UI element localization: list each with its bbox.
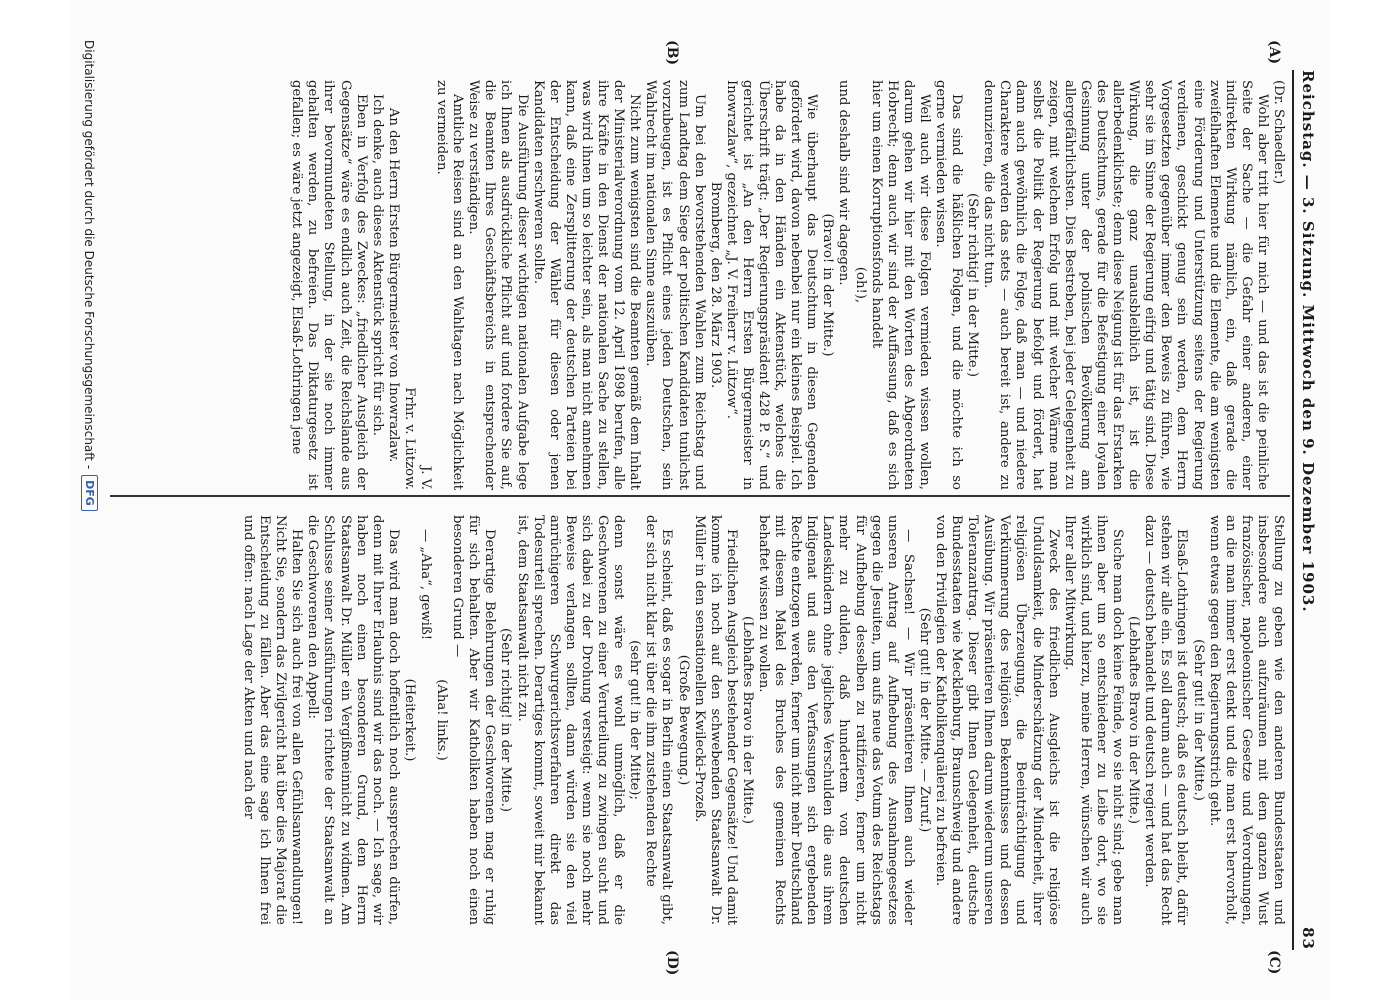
paragraph: (Sehr richtig! in der Mitte.) [498,628,514,812]
paragraph: (Sehr gut! in der Mitte. — Zuruf.) [916,607,932,833]
running-head: Reichstag. — 3. Sitzung. Mittwoch den 9. Dezember 1903. [1299,70,1317,613]
paragraph: Elsaß-Lothringen ist deutsch; daß es deutsch bleibt, dafür stehen wir alle ein. Es soll darum auch — und hat das Recht dazu — deutsch behandelt und deutsch regiert werden. [1142,515,1190,925]
paragraph: (oh!), [852,266,868,304]
margin-mark-d: (D) [664,950,680,976]
paragraph: Nicht zum wenigsten sind die Beamten gemäß dem Inhalt der Ministerialverordnung vom 12. April 1898 berufen, alle ihre Kräfte in den Dienst der nationalen Sache zu stellen, was wird ihnen um so leichter sein, als man nicht annehmen kann, daß eine Zersplitterung der deutschen Parteien bei der Entscheidung der Wähler für diesen oder jenen Kandidaten erschweren sollte. [530,80,643,490]
paragraph: — „Aha“, gewiß! [418,529,434,641]
margin-mark-b: (B) [664,40,680,66]
paragraph: (Heiterkeit.) [401,678,417,762]
paragraph: Friedlichen Ausgleich bestehender Gegensätze! Und damit komme ich noch auf den schwebenden Staatsanwalt Dr. Müller in den sensationellen Kwilecki-Prozeß. [691,515,739,925]
paragraph: Bromberg, den 28. März 1903. [707,181,723,389]
paragraph: Das wird man doch hoffentlich noch aussprechen dürfen, denn mit Ihrer Erlaubnis sind wir das noch. — Ich sage, wir haben noch einen besonderen Grund, dem Herrn Staatsanwalt Dr. Müller ein Vergißmeinnicht zu widmen. Am Schlusse seiner Ausführungen richtete der Staatsanwalt an die Geschworenen den Appell: [305,515,401,925]
paragraph: (Aha! links.) [434,679,450,761]
paragraph: Derartige Belehrungen der Geschworenen mag er ruhig für sich behalten. Aber wir Katholiken haben noch einen besonderen Grund — [450,515,498,925]
digitization-credit [81,40,98,940]
paragraph: Weil auch wir diese Folgen vermieden wissen wollen, darum gehen wir hier mit den Worten des Abgeordneten Hobrecht; denn auch wir sind der Auffassung, daß es sich hier um einen Korruptionsfonds handelt [868,80,932,490]
scanned-page [70,0,1330,1000]
paragraph: — Sachsen! — Wir präsentieren Ihnen auch wieder unseren Antrag auf Aufhebung des Ausnahmegesetzes gegen die Jesuiten, um aufs neue das Votum des Reichstags für Aufhebung desselben zu ratifizieren, ferner um nicht mehr zu dulden, daß hundertem von deutschen Landeskindern ohne jegliches Verschulden die aus ihrem Indigenat und aus den Verfassungen sich ergebenden Rechte entzogen werden, ferner um nicht mehr Deutschland mit diesem Makel des Bruches des gemeinen Rechts behaftet wissen zu wollen. [756,515,916,925]
paragraph: (Große Bewegung.) [675,654,691,786]
paragraph: Suche man doch keine Feinde, wo sie nicht sind; gebe man ihnen aber um so entschiedener zu Leibe dort, wo sie wirklich sind, und hierzu, meine Herren, wünschen wir auch Ihrer aller Mitwirkung. [1061,515,1126,925]
paragraph: Es scheint, daß es sogar in Berlin einen Staatsanwalt gibt, der sich nicht klar ist über die ihm zustehenden Rechte [643,515,675,925]
paragraph: Zweck des friedlichen Ausgleichs ist die religiöse Unduldsamkeit, die Minderschätzung der Minderheit, ihrer religiösen Überzeugung, die Beeinträchtigung und Verkümmerung des religiösen Bekenntnisses und dessen Ausübung. Wir präsentieren Ihnen darum wiederum unseren Toleranzantrag. Dieser gibt Ihnen Gelegenheit, deutsche Bundesstaaten wie Mecklenburg, Braunschweig und andere von den Privilegien der Katholikenquälerei zu befreien. [933,515,1061,925]
paragraph: (Dr. Schaedler.) [1271,80,1286,185]
paragraph: J. V. [418,465,434,490]
left-column [288,80,1286,490]
paragraph: Stellung zu geben wie den anderen Bundesstaaten und insbesondere auch aufzuräumen mit dem ganzen Wust französischer, napoleonischer Gesetze und Verordnungen, an die man immer erst denkt und die man erst hervorholt, wenn etwas gegen den Regierungsstrich geht. [1206,515,1286,925]
page-header [1296,70,1320,950]
paragraph: Halten Sie sich auch frei von allen Gefühlsanwandlungen! Nicht Sie, sondern das Zivilgericht hat über dies Majorat die Entscheidung zu fällen. Aber das eine sage ich Ihnen frei und offen: nach Lage der Akten und nach der [241,515,305,925]
paragraph: und deshalb sind wir dagegen. [836,80,852,286]
column-divider [110,495,1290,497]
right-column [240,515,1286,925]
paragraph: Wie überhaupt das Deutschtum in diesen Gegenden gefördert wird, davon nebenbei nur ein kleines Beispiel. Ich habe da in den Händen ein Aktenstück, welches die Überschrift trägt: „Der Regierungspräsident 428 P. S.“ und gerichtet ist „An den Herrn Ersten Bürgermeister in Inowrazlaw“, gezeichnet „J. V. Freiherr v. Lützow“. [723,80,820,490]
paragraph: Das sind die häßlichen Folgen, und die möchte ich so gerne vermieden wissen. [933,80,965,490]
page-number: 83 [1299,927,1317,950]
paragraph: Wohl aber tritt hier für mich — und das ist die peinliche Seite der Sache — die Gefahr einer anderen, einer indirekten Wirkung nämlich, ein, daß gerade die zweifelhaften Elemente und die Elemente, die am wenigsten eine Förderung und Unterstützung seitens der Regierung verdienen, geschickt genug sein werden, dem Herrn Vorgesetzten gegenüber immer den Beweis zu führen, wie sehr sie im Sinne der Regierung eifrig und tätig sind. Diese Wirkung, die ganz unausbleiblich ist, ist die allerbedenklichste; denn diese Neigung ist für das Erstarken des Deutschtums, gerade für die Befestigung einer loyalen Gesinnung unter der polnischen Bevölkerung am allergefährlichsten. Dies Bestreben, bei jeder Gelegenheit zu zeigen, mit welchem Erfolg und mit welcher Wärme man selbst die Politik der Regierung befolgt und fördert, hat dann auch gewöhnlich die Folge, daß man — und niedere Charaktere werden das stets — auch bereit ist, andere zu denunzieren, die das nicht tun. [981,80,1270,490]
header-rule [1292,70,1294,950]
paragraph: Eben in Verfolg des Zweckes: „friedlicher Ausgleich der Gegensätze“ wäre es endlich auch Zeit, die Reichslande aus ihrer bevormundeten Stellung, in der sie noch immer gehalten werden, zu befreien. Das Diktaturgesetz ist gefallen; es wäre jetzt angezeigt, Elsaß-Lothringen jene [289,80,369,490]
paragraph: denn sonst wäre es wohl unmöglich, daß er die Geschworenen zu einer Verurteilung zu zwingen sucht und sich dabei zu der Drohung versteigt: wenn sie noch mehr Beweise verlangen sollten, dann würden sie den viel anrüchigeren Schwurgerichtsverfahren direkt das Todesurteil sprechen. Derartiges kommt, soweit mir bekannt ist, dem Staatsanwalt nicht zu. [514,515,627,925]
paragraph: Die Ausführung dieser wichtigen nationalen Aufgabe lege ich Ihnen als ausdrückliche Pflicht auf und fordere Sie auf, die Beamten Ihres Geschäftsbereichs in entsprechender Weise zu verständigen. [466,80,530,490]
paragraph: (Sehr richtig! in der Mitte.) [965,193,981,377]
paragraph: (sehr gut! in der Mitte); [627,640,643,800]
margin-mark-c: (C) [1266,950,1282,975]
paragraph: An den Herrn Ersten Bürgermeister von Inowrazlaw. [385,107,401,463]
paragraph: (Lebhaftes Bravo in der Mitte.) [1126,616,1142,824]
paragraph: Amtliche Reisen sind an den Wahltagen nach Möglichkeit zu vermeiden. [434,80,466,490]
paragraph: (Bravo! in der Mitte.) [820,213,836,357]
paragraph: Ich denke, auch dieses Aktenstück spricht für sich. [369,94,385,436]
paragraph: (Lebhaftes Bravo in der Mitte.) [739,616,755,824]
margin-mark-a: (A) [1266,40,1282,65]
credit-text: Digitalisierung gefördert durch die Deutsche Forschungsgemeinschaft - [82,40,97,470]
paragraph: Frhr. v. Lützow. [401,387,417,490]
paragraph: (Sehr gut! in der Mitte.) [1190,639,1206,801]
dfg-logo: DFG [81,475,98,511]
paragraph: Um bei den bevorstehenden Wahlen zum Reichstag und zum Landtag dem Siege der politischen Kandidaten tunlichst vorzubeugen, ist es Pflicht eines jeden Deutschen, sein Wahlrecht im nationalen Sinne auszuüben. [643,80,707,490]
